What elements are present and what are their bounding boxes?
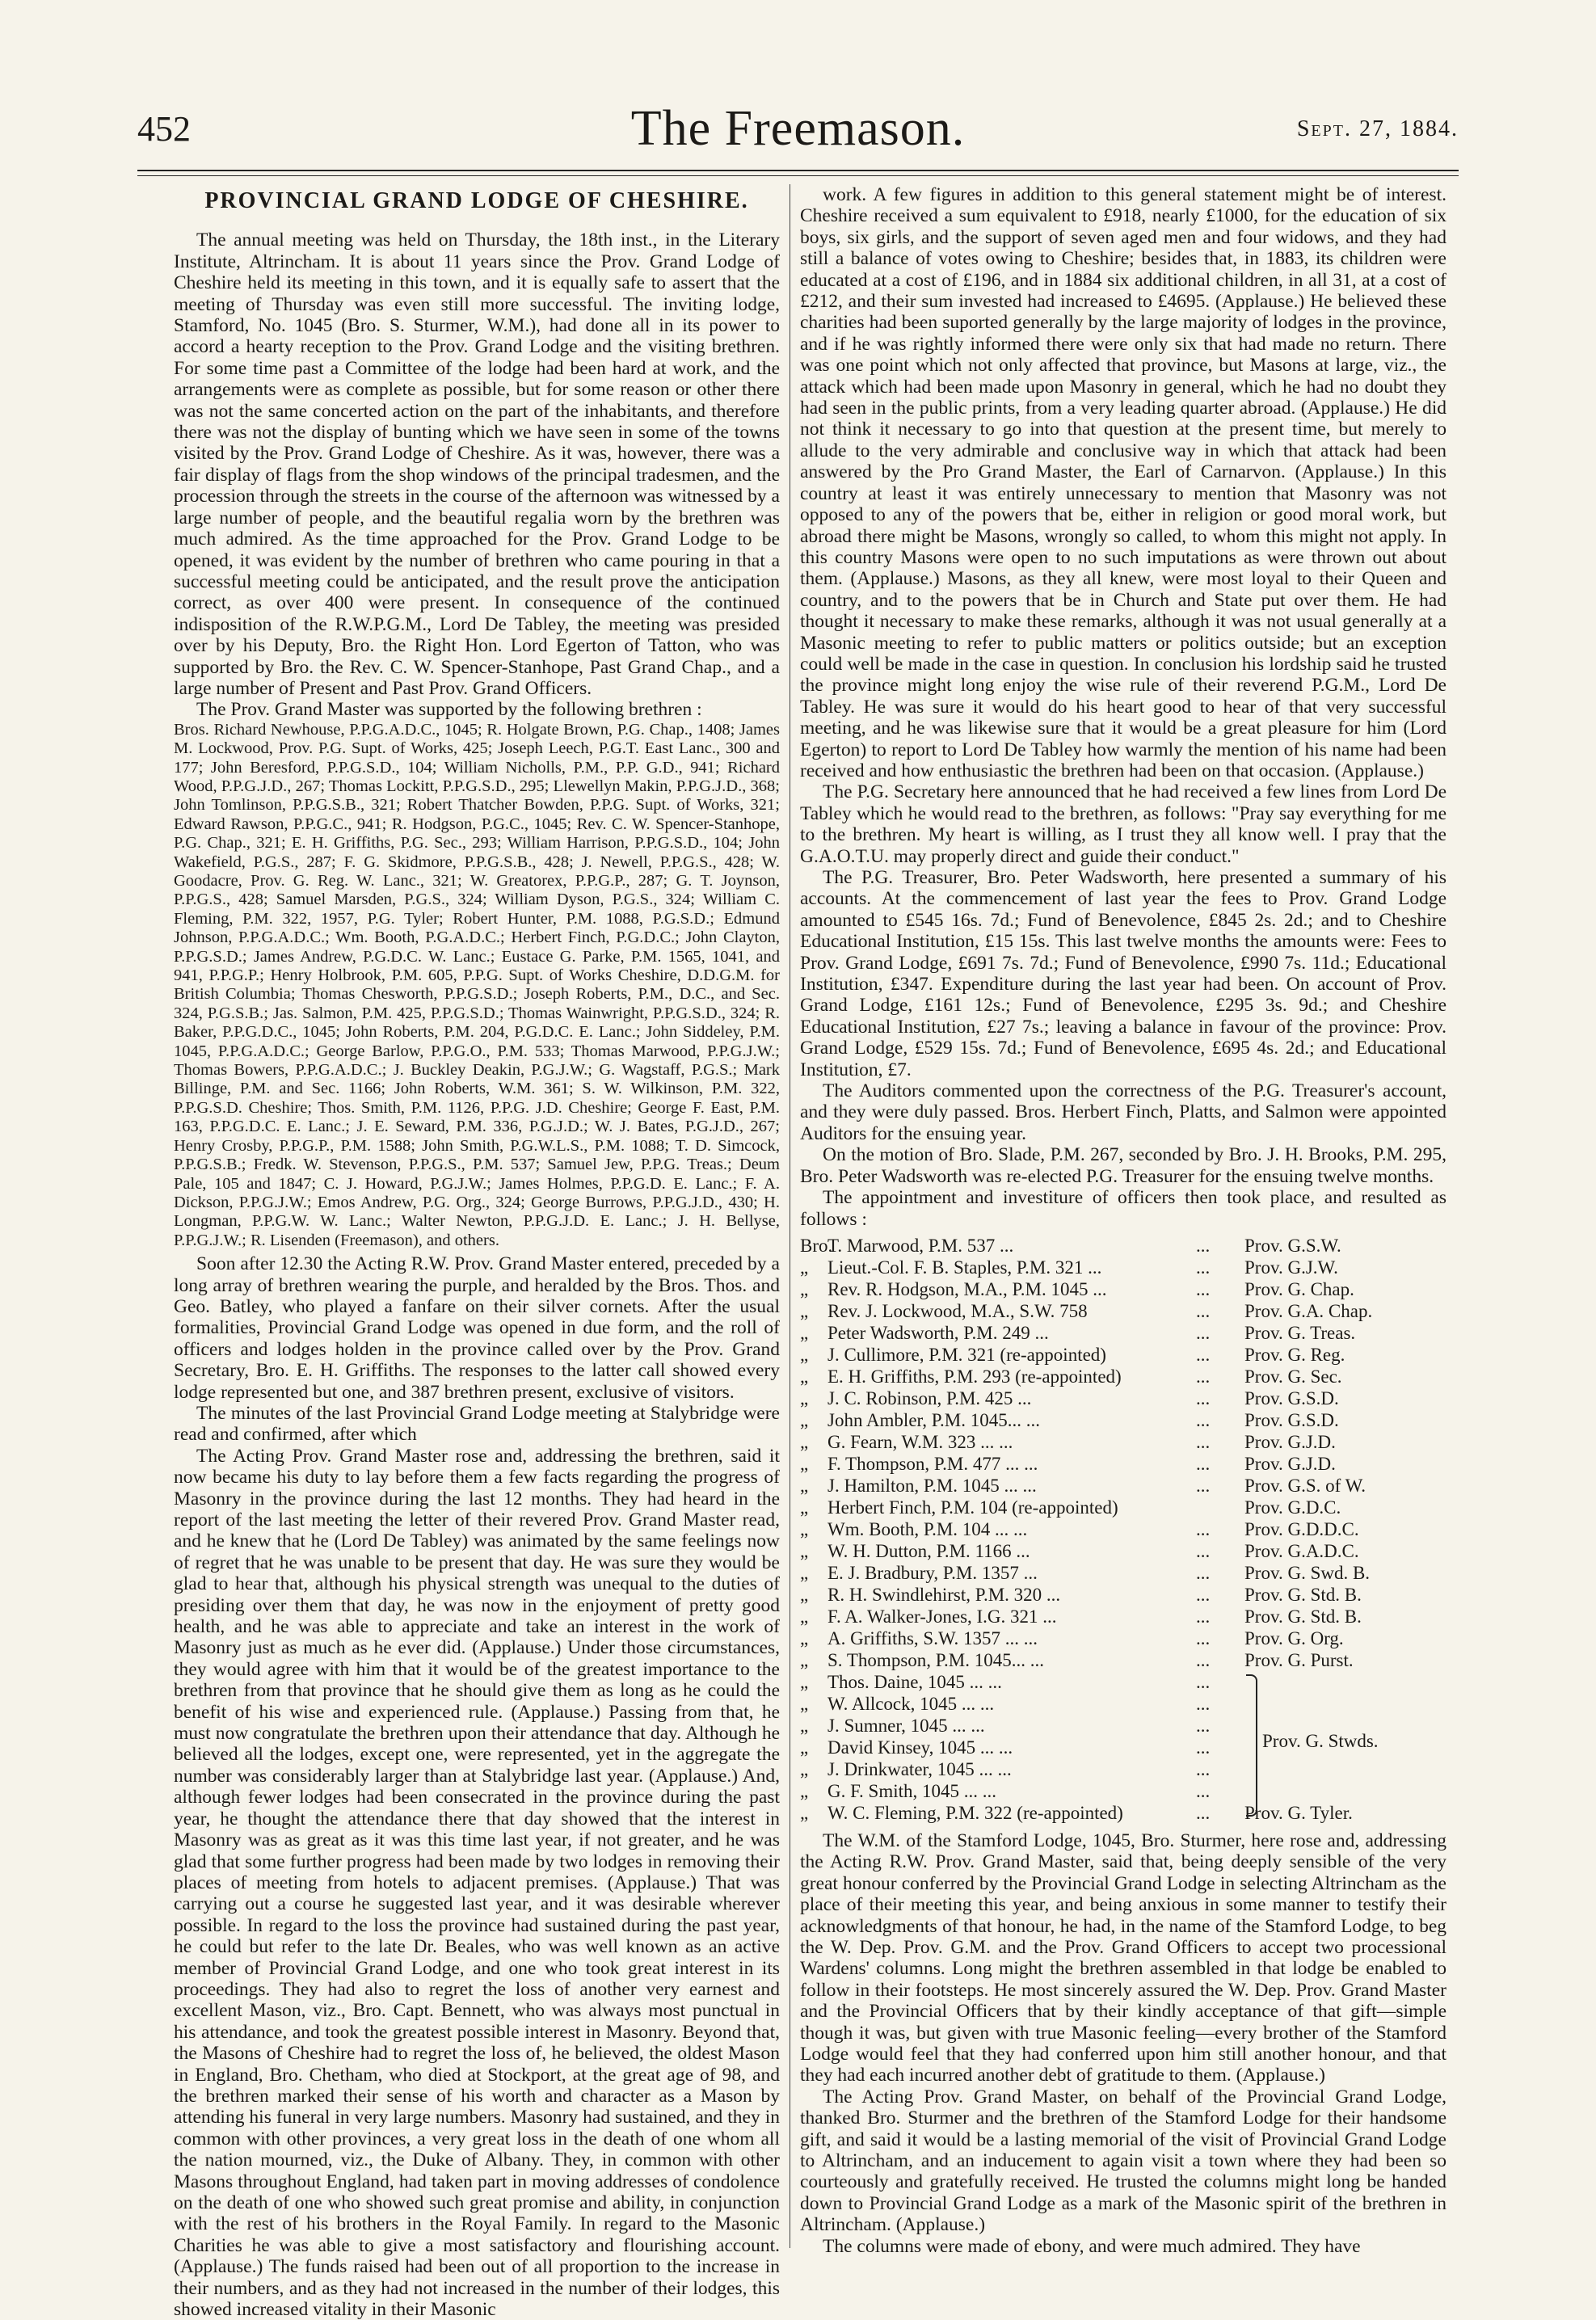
steward-row-name: David Kinsey, 1045 ... ... [827,1737,1013,1758]
appointment-row-prefix: „ [800,1627,809,1648]
appointment-row-office: Prov. G. Purst. [1244,1649,1354,1670]
steward-row-prefix: „ [800,1737,809,1758]
appointment-row-office: Prov. G.D.D.C. [1244,1518,1359,1539]
appointment-row-office: Prov. G.S.D. [1244,1409,1339,1430]
steward-row-name: J. Drinkwater, 1045 ... ... [827,1758,1012,1779]
masthead-title: The Freemason. [630,101,966,156]
appointment-row [800,1584,1447,1606]
paragraph-opening: Soon after 12.30 the Acting R.W. Prov. Grand Master entered, preceded by a long array of brethren wearing the purple, and heralded by the Bros. Thos. and Geo. Batley, who played a fanfare on their silver cornets. After the usual formalities, Provincial Grand Lodge was opened in due form, and the roll of officers and lodges holden in the province called over by the Prov. Grand Secretary, Bro. E. H. Griffiths. The responses to the latter call showed every lodge represented but one, and 387 brethren present, exclusive of visitors. [174,1253,780,1403]
appointment-row-prefix: „ [800,1366,809,1387]
appointment-row-dots: ... [1196,1344,1211,1365]
appointment-row-name: G. Fearn, W.M. 323 ... ... [827,1431,1013,1452]
paragraph-address: The Acting Prov. Grand Master rose and, addressing the brethren, said it now became his duty to lay before them a few facts regarding the progress of Masonry in the province during the last 12 months. They had heard in the report of the last meeting the letter of their revered Prov. Grand Master read, and he knew that he (Lord De Tabley) was animated by the same feelings now of regret that he was unable to be present that day. He was sure they would be glad to hear that, although his physical strength was unequal to the duties of presiding over them that day, he was now in the enjoyment of pretty good health, and he was able to appreciate and take an interest in the work of Masonry just as much as he ever did. (Applause.) Under those circumstances, they would agree with him that it would be of the greatest importance to the brethren from that province that he should give them as long as he could the benefit of his wise and experienced rule. (Applause.) Passing from that, he must now congratulate the brethren upon their attendance that day. Although he believed all the lodges, except one, were represented, yet in the aggregate the number was considerably larger than at Stalybridge last year. (Applause.) And, although fewer lodges had been consecrated in the province during the past year, he thought the attendance there that day showed that the interest in Masonry was as great as it was this time last year, if not greater, and he was glad that some further progress had been made by two lodges in removing their places of meeting from hotels to adjacent premises. (Applause.) That was carrying out a course he suggested last year, and it was desirable wherever possible. In regard to the loss the province had sustained during the past year, he could but refer to the late Dr. Beales, who was well known as an active member of Provincial Grand Lodge, and one who took great interest in its proceedings. They had also to regret the loss of another very earnest and excellent Mason, viz., Bro. Capt. Bennett, who was always most punctual in his attendance, and took the greatest possible interest in Masonry. Beyond that, the Masons of Cheshire had to regret the loss of, he believed, the oldest Mason in England, Bro. Chetham, who died at Stockport, at the great age of 98, and the brethren marked their sense of his worth and character as a Mason by attending his funeral in very large numbers. Masonry had sustained, and they in common with other provinces, a very great loss in the death of one whom all the nation mourned, viz., the Duke of Albany. They, in common with other Masons throughout England, had taken part in moving addresses of condolence on the death of one who showed such great promise and ability, in conjunction with the rest of his brothers in the Royal Family. In regard to the Masonic Charities he was able to give a most satisfactory and flourishing account. (Applause.) The funds raised had been out of all proportion to the increase in their numbers, and as they had not increased in the number of their lodges, this showed increased vitality in their Masonic [174,1445,780,2320]
appointment-row-office: Prov. G. Treas. [1244,1322,1356,1343]
appointment-row-office: Prov. G.S.D. [1244,1387,1339,1408]
appointment-row [800,1278,1447,1300]
appointment-row-office: Prov. G. Org. [1244,1627,1344,1648]
steward-row-dots: ... [1196,1715,1211,1736]
appointment-row-name: S. Thompson, P.M. 1045... ... [827,1649,1044,1670]
appointment-row-office: Prov. G.D.C. [1244,1497,1341,1518]
appointment-row-name: J. Cullimore, P.M. 321 (re-appointed) [827,1344,1106,1365]
page-number: 452 [137,109,191,149]
steward-row-dots: ... [1196,1737,1211,1758]
appointment-row [800,1540,1447,1562]
appointment-row-prefix: „ [800,1540,809,1561]
paragraph-minutes: The minutes of the last Provincial Grand Lodge meeting at Stalybridge were read and confirmed, after which [174,1402,780,1446]
appointment-row [800,1366,1447,1387]
paragraph-supporters-intro: The Prov. Grand Master was supported by the following brethren : [196,699,702,721]
appointment-row-office: Prov. G.J.D. [1244,1453,1336,1474]
steward-row-name: Thos. Daine, 1045 ... ... [827,1671,1002,1692]
appointment-row-office: Prov. G.A.D.C. [1244,1540,1359,1561]
appointment-row-dots: ... [1196,1300,1211,1321]
appointment-row [800,1257,1447,1278]
paragraph-motion: On the motion of Bro. Slade, P.M. 267, seconded by Bro. J. H. Brooks, P.M. 295, Bro. Peter Wadsworth was re-elected P.G. Treasurer for the ensuing twelve months. [800,1144,1447,1187]
article-title: PROVINCIAL GRAND LODGE OF CHESHIRE. [204,188,749,213]
appointment-row [800,1475,1447,1497]
appointment-row-prefix: „ [800,1387,809,1408]
steward-row-prefix: „ [800,1780,809,1801]
page-header [137,101,1459,170]
paragraph-intro: The annual meeting was held on Thursday, the 18th inst., in the Literary Institute, Altrincham. It is about 11 years since the Prov. Grand Lodge of Cheshire held its meeting in this town, and it is equally safe to assert that the meeting of Thursday was even still more successful. The inviting lodge, Stamford, No. 1045 (Bro. S. Sturmer, W.M.), had done all in its power to accord a hearty reception to the Prov. Grand Lodge and the visiting brethren. For some time past a Committee of the lodge had been hard at work, and the arrangements were as complete as possible, but for some reason or other there was not the same concerted action on the part of the inhabitants, and therefore there was not the display of bunting which we have seen in some of the towns visited by the Prov. Grand Lodge of Cheshire. As it was, however, there was a fair display of flags from the shop windows of the principal tradesmen, and the procession through the streets in the course of the afternoon was witnessed by a large number of people, and the beautiful regalia worn by the brethren was much admired. As the time approached for the Prov. Grand Lodge to be opened, it was evident by the number of brethren who came pouring in that a successful meeting could be anticipated, and the result prove the anticipation correct, as over 400 were present. In consequence of the continued indisposition of the R.W.P.G.M., Lord De Tabley, the meeting was presided over by his Deputy, Bro. the Right Hon. Lord Egerton of Tatton, who was supported by Bro. the Rev. C. W. Spencer-Stanhope, Past Grand Chap., and a large number of Present and Past Prov. Grand Officers. [174,229,780,699]
steward-row [800,1693,1447,1715]
steward-row-dots: ... [1196,1693,1211,1714]
appointment-row-prefix: „ [800,1649,809,1670]
appointment-row-office: Prov. G.S.W. [1244,1235,1341,1256]
appointment-row-dots: ... [1196,1278,1211,1299]
appointment-row-dots: ... [1196,1627,1211,1648]
appointment-row-prefix: „ [800,1257,809,1278]
appointment-row-name: Rev. R. Hodgson, M.A., P.M. 1045 ... [827,1278,1107,1299]
appointment-row-prefix: „ [800,1322,809,1343]
right-column [800,184,1447,2272]
appointment-row-name: A. Griffiths, S.W. 1357 ... ... [827,1627,1038,1648]
appointment-row-dots: ... [1196,1235,1211,1256]
appointment-row-prefix: „ [800,1475,809,1496]
steward-row-dots: ... [1196,1780,1211,1801]
appointment-row-name: J. C. Robinson, P.M. 425 ... [827,1387,1032,1408]
members-list: Bros. Richard Newhouse, P.P.G.A.D.C., 1045; R. Holgate Brown, P.G. Chap., 1408; James M. Lockwood, Prov. P.G. Supt. of Works, 425; Joseph Leech, P.G.T. East Lanc., 300 and 177; John Beresford, P.P.G.S.D., 104; William Nicholls, P.M., P.P. G.D., 941; Richard Wood, P.P.G.J.D., 267; Thomas Lockitt, P.P.G.S.D., 295; Llewellyn Makin, P.P.G.J.D., 368; John Tomlinson, P.P.G.S.B., 321; Robert Thatcher Bowden, P.P.G. Supt. of Works, 321; Edward Rawson, P.P.G.C., 941; R. Hodgson, P.G.C., 1045; Rev. C. W. Spencer-Stanhope, P.G. Chap., 321; E. H. Griffiths, P.G. Sec., 293; William Harrison, P.P.G.S.D., 104; John Wakefield, P.G.S., 287; F. G. Skidmore, P.P.G.S.B., 428; J. Newell, P.P.G.S., 428; W. Goodacre, Prov. G. Reg. W. Lanc., 321; W. Greatorex, P.P.G.P., 287; G. T. Joynson, P.P.G.S., 428; Samuel Marsden, P.G.S., 324; William Dyson, P.G.S., 324; William C. Fleming, P.M. 322, 1957, P.G. Tyler; Robert Hunter, P.M. 1088, P.G.S.D.; Edmund Johnson, P.P.G.A.D.C.; Wm. Booth, P.G.A.D.C.; Herbert Finch, P.G.D.C.; John Clayton, P.P.G.S.D.; James Andrew, P.G.D.C. W. Lanc.; Eustace G. Parke, P.M. 1565, 1041, and 941, P.P.G.P.; Henry Holbrook, P.M. 605, P.P.G. Supt. of Works Cheshire, D.D.G.M. for British Columbia; Thomas Chesworth, P.P.G.S.D.; Joseph Roberts, P.M., D.C., and Sec. 324, P.G.S.B.; Jas. Salmon, P.M. 425, P.P.G.S.D.; Thomas Wainwright, P.P.G.S.D., 324; R. Baker, P.P.G.D.C., 1045; John Roberts, P.M. 204, P.G.D.C. E. Lanc.; John Siddeley, P.M. 1045, P.P.G.A.D.C.; George Barlow, P.P.G.O., P.M. 533; Thomas Marwood, P.P.G.J.W.; Thomas Bowers, P.P.G.A.D.C.; J. Buckley Deakin, P.G.J.W.; G. Wagstaff, P.G.S.; Mark Billinge, P.M. and Sec. 1166; John Roberts, W.M. 361; S. W. Wilkinson, P.M. 322, P.P.G.S.D. Cheshire; Thos. Smith, P.M. 1126, P.P.G. J.D. Cheshire; George F. East, P.M. 163, P.P.G.D.C. E. Lanc.; J. E. Seward, P.M. 336, P.G.J.D.; W. J. Bates, P.G.J.D., 267; Henry Crosby, P.P.G.P., P.M. 1588; John Smith, P.G.W.L.S., P.M. 1088; T. D. Simcock, P.P.G.S.B.; Fredk. W. Stevenson, P.P.G.S., P.M. 537; Samuel Jew, P.P.G. Treas.; Deum Pale, 105 and 1847; C. J. Howard, P.G.J.W.; James Holmes, P.P.G.D. E. Lanc.; F. A. Dickson, P.P.G.J.W.; Emos Andrew, P.G. Org., 324; George Burrows, P.P.G.J.D., 430; H. Longman, P.P.G.W. W. Lanc.; Walter Newton, P.P.G.J.D. E. Lanc.; J. H. Bellyse, P.P.G.J.W.; R. Lisenden (Freemason), and others. [174,720,780,1249]
appointment-row-office: Prov. G. Reg. [1244,1344,1345,1365]
steward-row [800,1671,1447,1693]
appointment-row-dots: ... [1196,1322,1211,1343]
steward-row-prefix: „ [800,1671,809,1692]
appointment-row [800,1518,1447,1540]
appointment-row-dots: ... [1196,1409,1211,1430]
appointment-row [800,1431,1447,1453]
appointment-row-prefix: „ [800,1453,809,1474]
appointment-row-dots: ... [1196,1475,1211,1496]
appointment-row-office: Prov. G. Std. B. [1244,1606,1362,1627]
appointment-row [800,1497,1447,1518]
appointments-list [800,1235,1447,1824]
appointment-row [800,1344,1447,1366]
appointment-row [800,1562,1447,1584]
appointment-row-dots: ... [1196,1387,1211,1408]
appointment-row-name: Herbert Finch, P.M. 104 (re-appointed) [827,1497,1118,1518]
appointment-row [800,1322,1447,1344]
appointment-row-name: John Ambler, P.M. 1045... ... [827,1409,1040,1430]
appointment-row [800,1627,1447,1649]
appointment-row-prefix: „ [800,1562,809,1583]
appointment-row-dots: ... [1196,1453,1211,1474]
appointment-row-dots: ... [1196,1540,1211,1561]
appointment-row-office: Prov. G.A. Chap. [1244,1300,1373,1321]
appointment-row-prefix: „ [800,1606,809,1627]
steward-row-dots: ... [1196,1758,1211,1779]
appointment-row-office: Prov. G.S. of W. [1244,1475,1366,1496]
steward-row-prefix: „ [800,1715,809,1736]
appointment-row-office: Prov. G.J.W. [1244,1257,1338,1278]
appointment-row-prefix: „ [800,1278,809,1299]
issue-date: Sept. 27, 1884. [1296,116,1459,141]
appointment-row-dots: ... [1196,1431,1211,1452]
paragraph-auditors: The Auditors commented upon the correctness of the P.G. Treasurer's account, and they were duly passed. Bros. Herbert Finch, Platts, and Salmon were appointed Auditors for the ensuing year. [800,1080,1447,1144]
paragraph-acting-master-thanks: The Acting Prov. Grand Master, on behalf of the Provincial Grand Lodge, thanked Bro. Sturmer and the brethren of the Stamford Lodge for their handsome gift, and said it would be a lasting memorial of the visit of Provincial Grand Lodge to Altrincham, and an inducement to again visit a town where they had been so courteously and gratefully received. He trusted the columns might long be handed down to Provincial Grand Lodge as a mark of the Masonic spirit of the brethren in Altrincham. (Applause.) [800,2086,1447,2236]
paragraph-columns: The columns were made of ebony, and were much admired. They have [823,2235,1361,2257]
stewards-group [800,1671,1447,1802]
appointment-row-name: E. J. Bradbury, P.M. 1357 ... [827,1562,1038,1583]
appointment-row-dots: ... [1196,1606,1211,1627]
stewards-office: Prov. G. Stwds. [1262,1730,1379,1751]
appointment-row-prefix: „ [800,1300,809,1321]
steward-row [800,1758,1447,1780]
steward-row-name: J. Sumner, 1045 ... ... [827,1715,985,1736]
appointment-row-name: J. Hamilton, P.M. 1045 ... ... [827,1475,1037,1496]
left-column [174,184,780,2320]
steward-row-dots: ... [1196,1671,1211,1692]
appointment-row-prefix: „ [800,1584,809,1605]
appointment-row [800,1453,1447,1475]
appointment-row-name: E. H. Griffiths, P.M. 293 (re-appointed) [827,1366,1122,1387]
appointment-row-prefix: Bro. [800,1235,833,1256]
appointment-row-prefix: „ [800,1431,809,1452]
appointment-row-name: Peter Wadsworth, P.M. 249 ... [827,1322,1049,1343]
appointment-row-office: Prov. G. Swd. B. [1244,1562,1371,1583]
appointment-row-prefix: „ [800,1518,809,1539]
appointment-row-prefix: „ [800,1497,809,1518]
paragraph-sturmer: The W.M. of the Stamford Lodge, 1045, Bro. Sturmer, here rose and, addressing the Acting R.W. Prov. Grand Master, said that, being deeply sensible of the very great honour conferred by the Provincial Grand Lodge in selecting Altrincham as the place of their meeting this year, and being anxious in some manner to testify their acknowledgments of that honour, he had, in the name of the Stamford Lodge, to beg the W. Dep. Prov. G.M. and the Prov. Grand Officers to accept two processional Wardens' columns. Long might the brethren assembled in that lodge be enabled to follow in their footsteps. He most sincerely assured the W. Dep. Prov. Grand Master and the Provincial Officers that by their kindly acceptance of that gift—simple though it was, but given with true Masonic feeling—every brother of the Stamford Lodge would feel that they had conferred upon him still another honour, and that they had each incurred another debt of gratitude to them. (Applause.) [800,1829,1447,2086]
appointment-row [800,1606,1447,1627]
steward-row-prefix: „ [800,1758,809,1779]
paragraph-charities: work. A few figures in addition to this general statement might be of interest. Cheshire received a sum equivalent to £918, nearly £1000, for the education of six boys, six girls, and the support of seven aged men and four widows, and they had still a balance of votes owing to Cheshire; besides that, in 1883, its children were educated at a cost of £196, and in 1884 six additional children, in all 31, at a cost of £212, and their sum invested had increased to £4695. (Applause.) He believed these charities had been suported generally by the large majority of lodges in the province, and if he was rightly informed there were only six that had made no return. There was one point which not only affected that province, but Masons at large, viz., the attack which had been made upon Masonry in general, which he had no doubt they had seen in the public prints, from a very leading quarter abroad. (Applause.) He did not think it necessary to go into that question at the present time, but merely to allude to the very admirable and conclusive way in which that attack had been answered by the Pro Grand Master, the Earl of Carnarvon. (Applause.) In this country at least it was entirely unnecessary to mention that Masonry was not opposed to any of the powers that be, either in religion or good moral work, but abroad there might be Masons, wrongly so called, to whom this might not apply. In this country Masons were open to no such imputations as were thrown out about them. (Applause.) Masons, as they all knew, were most loyal to their Queen and country, and to the powers that be in Church and State put over them. He had thought it necessary to make these remarks, although it was not usual generally at a Masonic meeting to refer to public matters or politics outside; but an exception could well be made in the case in question. In conclusion his lordship said he trusted the province might long enjoy the wise rule of their reverend P.G.M., Lord De Tabley. He was sure it would do his heart good to hear of that very successful meeting, and he was likewise sure that it would be a great pleasure for him (Lord Egerton) to report to Lord De Tabley how warmly the mention of his name had been received and how enthusiastic the brethren had been on that occasion. (Applause.) [800,184,1447,781]
appointment-row-office: Prov. G.J.D. [1244,1431,1336,1452]
appointment-row-name: Lieut.-Col. F. B. Staples, P.M. 321 ... [827,1257,1102,1278]
stewards-brace [1246,1674,1257,1817]
appointment-row-office: Prov. G. Sec. [1244,1366,1342,1387]
appointment-row-dots: ... [1196,1257,1211,1278]
header-rule-thin [137,175,1459,176]
appointment-row-dots: ... [1196,1649,1211,1670]
appointment-row-name: Rev. J. Lockwood, M.A., S.W. 758 [827,1300,1088,1321]
paragraph-treasurer: The P.G. Treasurer, Bro. Peter Wadsworth, here presented a summary of his accounts. At the commencement of last year the fees to Prov. Grand Lodge amounted to £545 16s. 7d.; Fund of Benevolence, £845 2s. 2d.; and to Cheshire Educational Institution, £15 15s. This last twelve months the amounts were: Fees to Prov. Grand Lodge, £691 7s. 7d.; Fund of Benevolence, £990 7s. 11d.; Educational Institution, £347. Expenditure during the last year had been. On account of Prov. Grand Lodge, £161 12s.; Fund of Benevolence, £295 3s. 9d.; and Cheshire Educational Institution, £27 7s.; leaving a balance in favour of the province: Prov. Grand Lodge, £529 15s. 7d.; Fund of Benevolence, £695 4s. 2d.; and Educational Institution, £7. [800,867,1447,1080]
appointment-row-dots: ... [1196,1366,1211,1387]
appointment-row [800,1235,1447,1257]
steward-row-name: W. Allcock, 1045 ... ... [827,1693,995,1714]
appointment-row [800,1649,1447,1671]
appointment-row-dots: ... [1196,1562,1211,1583]
appointment-row-office: Prov. G. Std. B. [1244,1584,1362,1605]
paragraph-appointment-intro: The appointment and investiture of officers then took place, and resulted as follows : [800,1187,1447,1230]
appointment-row-prefix: „ [800,1409,809,1430]
appointment-row [800,1409,1447,1431]
appointment-row-name: R. H. Swindlehirst, P.M. 320 ... [827,1584,1061,1605]
steward-row-prefix: „ [800,1693,809,1714]
steward-row-name: G. F. Smith, 1045 ... ... [827,1780,997,1801]
appointment-row-dots: ... [1196,1584,1211,1605]
appointment-row [800,1387,1447,1409]
appointment-row-name: F. A. Walker-Jones, I.G. 321 ... [827,1606,1057,1627]
appointment-row-name: Wm. Booth, P.M. 104 ... ... [827,1518,1028,1539]
appointment-row-office: Prov. G. Chap. [1244,1278,1354,1299]
appointment-row [800,1300,1447,1322]
steward-row [800,1780,1447,1802]
paragraph-secretary: The P.G. Secretary here announced that he had received a few lines from Lord De Tabley which he would read to the brethren, as follows: "Pray say everything for me to the brethren. My heart is willing, as I trust they all know well. I pray that the G.A.O.T.U. may properly direct and guide their conduct." [800,781,1447,867]
appointment-row-name: T. Marwood, P.M. 537 ... [827,1235,1014,1256]
appointment-row-dots: ... [1196,1518,1211,1539]
header-rule-thick [137,170,1459,171]
appointment-row-tyler: „ W. C. Fleming, P.M. 322 (re-appointed) ... Prov. G. Tyler. [800,1802,1353,1823]
appointment-row-name: F. Thompson, P.M. 477 ... ... [827,1453,1038,1474]
appointment-row-prefix: „ [800,1344,809,1365]
appointment-row-name: W. H. Dutton, P.M. 1166 ... [827,1540,1030,1561]
